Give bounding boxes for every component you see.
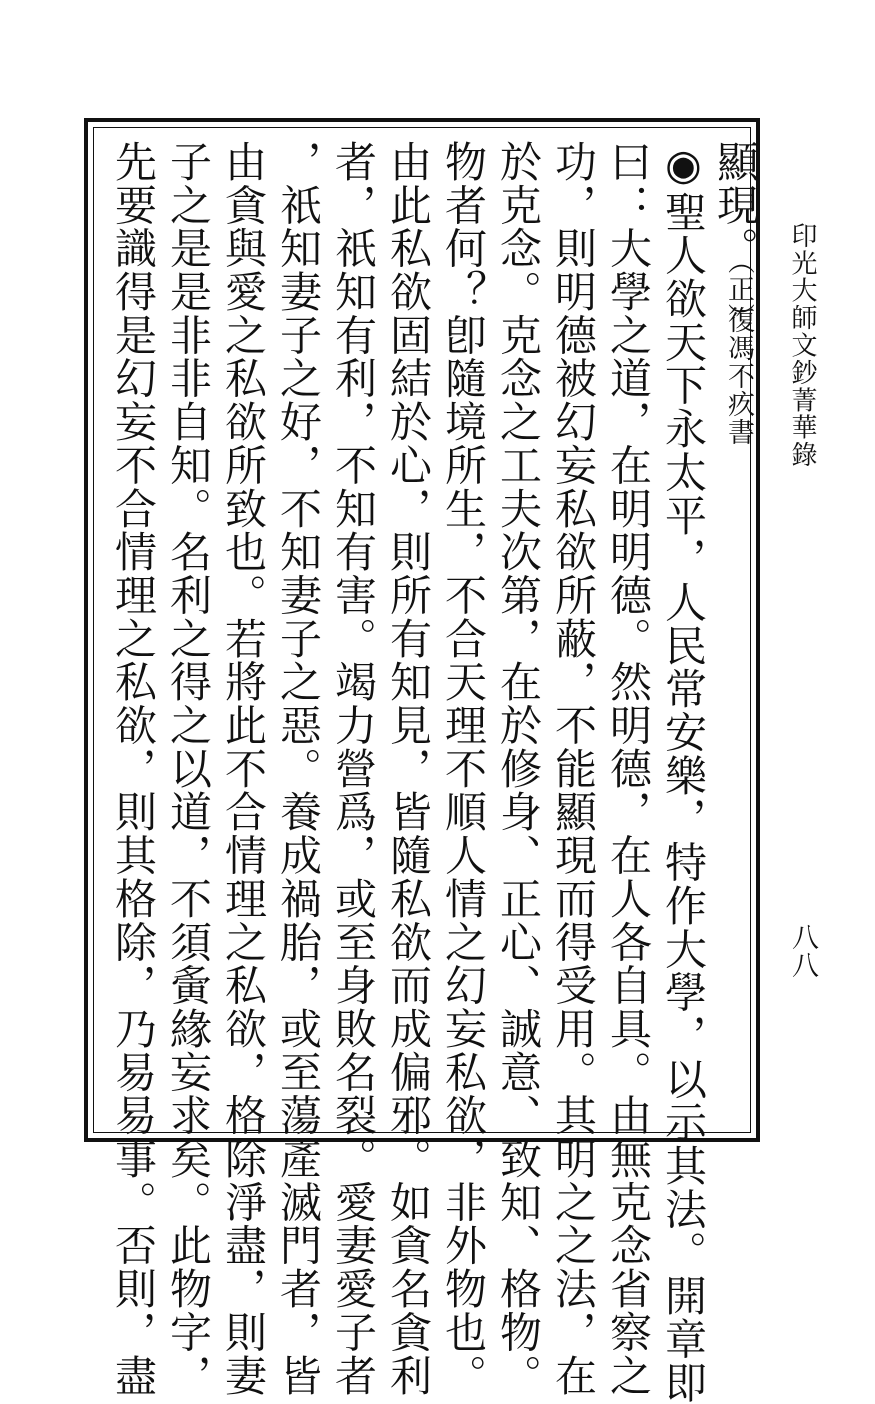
text-column-11: 子之是是非非自知。名利之得之以道，不須夤緣妄求矣。此物字， (164, 140, 213, 1398)
text-column-4: 功，則明德被幻妄私欲所蔽，不能顯現而得受用。其明之之法，在 (549, 140, 598, 1398)
letter-title: 復馮不疚書 (723, 306, 754, 446)
book-title-header: 印光大師文鈔菁華錄 (787, 222, 817, 469)
page-number: 八八 (787, 923, 818, 979)
text-column-2: ◉聖人欲天下永太平，人民常安樂，特作大學，以示其法。開章即 (659, 140, 708, 1404)
text-column-3: 曰：大學之道，在明明德。然明德，在人各自具。由無克念省察之 (604, 140, 653, 1398)
text-column-8: 者，祇知有利，不知有害。竭力營爲，或至身敗名裂。愛妻愛子者 (329, 140, 378, 1398)
text-column-5: 於克念。克念之工夫次第，在於修身、正心、誠意、致知、格物。 (494, 140, 543, 1398)
letter-tag: （正） (723, 247, 754, 331)
text-column-12: 先要識得是幻妄不合情理之私欲，則其格除，乃易易事。否則，盡 (109, 140, 158, 1398)
text-column-1: 顯現。 (711, 140, 760, 271)
text-column-6: 物者何？卽隨境所生，不合天理不順人情之幻妄私欲，非外物也。 (439, 140, 488, 1398)
text-column-10: 由貪與愛之私欲所致也。若將此不合情理之私欲，格除淨盡，則妻 (219, 140, 268, 1398)
text-column-7: 由此私欲固結於心，則所有知見，皆隨私欲而成偏邪。如貪名貪利 (384, 140, 433, 1398)
text-column-9: ，祇知妻子之好，不知妻子之惡。養成禍胎，或至蕩產滅門者，皆 (274, 140, 323, 1398)
